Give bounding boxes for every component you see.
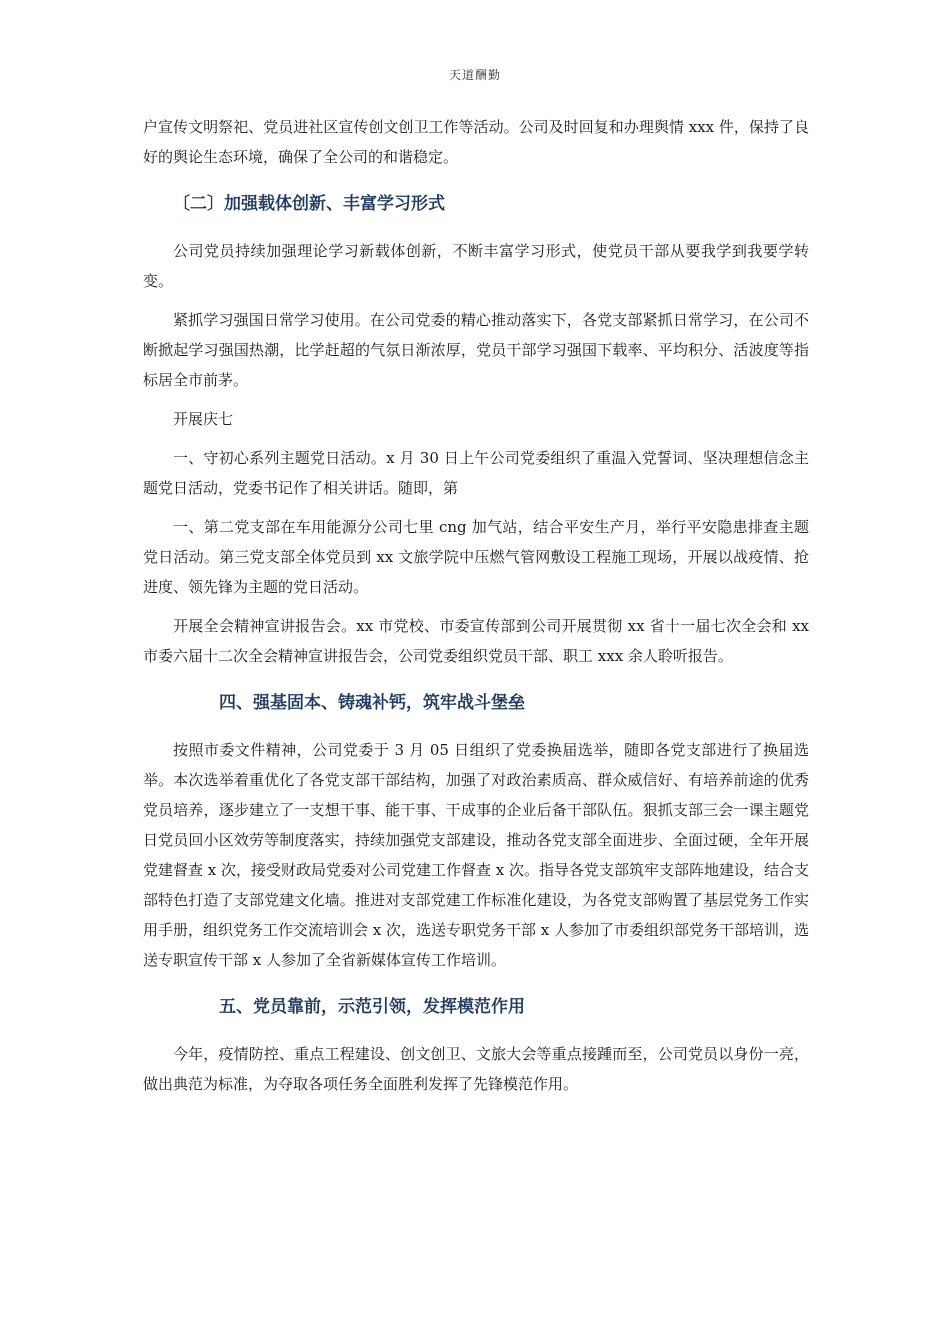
page-header: 天道酬勤 bbox=[448, 68, 501, 82]
paragraph-celebrate: 开展庆七 bbox=[173, 410, 234, 428]
paragraph-branch-building: 按照市委文件精神，公司党委于 3 月 05 日组织了党委换届选举，随即各党支部进行了换届选举。本次选举着重优化了各党支部干部结构，加强了对政治素质高、群众威信好、有培养前途的优秀党员培养，逐步建立了一支想干事、能干事、干成事的企业后备干部队伍。狠抓支部三会一课主题党日党员回小区效劳等制度落实，持续加强党支部建设，推动各党支部全面进步、全面过硬，全年开展党建督查 x 次，接受财政局党委对公司党建工作督查 x 次。指导各党支部筑牢支部阵地建设，结合支部特色打造了支部党建文化墙。推进对支部党建工作标准化建设，为各党支部购置了基层党务工作实用手册，组织党务工作交流培训会 x 次，选送专职党务干部 x 人参加了市委组织部党务干部培训，选送专职宣传干部 x 人参加了全省新媒体宣传工作培训。 bbox=[143, 741, 809, 969]
section-heading-5: 五、党员靠前，示范引领，发挥模范作用 bbox=[219, 997, 525, 1017]
section-heading-4: 四、强基固本、铸魂补钙，筑牢战斗堡垒 bbox=[219, 693, 525, 713]
paragraph-party-day: 一、守初心系列主题党日活动。x 月 30 日上午公司党委组织了重温入党誓词、坚决理想信念主题党日活动，党委书记作了相关讲话。随即，第 bbox=[143, 449, 809, 497]
document-body bbox=[143, 112, 809, 1099]
paragraph-branch-activities: 一、第二党支部在车用能源分公司七里 cng 加气站，结合平安生产月，举行平安隐患排查主题党日活动。第三党支部全体党员到 xx 文旅学院中压燃气管网敷设工程施工现场，开展以战疫情、抢进度、领先锋为主题的党日活动。 bbox=[143, 518, 809, 596]
section-heading-2: 〔二〕加强载体创新、丰富学习形式 bbox=[173, 194, 445, 214]
paragraph-continuation: 户宣传文明祭祀、党员进社区宣传创文创卫工作等活动。公司及时回复和办理舆情 xxx 件，保持了良好的舆论生态环境，确保了全公司的和谐稳定。 bbox=[143, 118, 809, 166]
paragraph-learning-forms: 公司党员持续加强理论学习新载体创新，不断丰富学习形式，使党员干部从要我学到我要学转变。 bbox=[143, 242, 809, 290]
paragraph-plenary-report: 开展全会精神宣讲报告会。xx 市党校、市委宣传部到公司开展贯彻 xx 省十一届七次全会和 xx 市委六届十二次全会精神宣讲报告会，公司党委组织党员干部、职工 xxx 余人聆听报告。 bbox=[143, 617, 809, 665]
paragraph-xuexi-qiangguo: 紧抓学习强国日常学习使用。在公司党委的精心推动落实下，各党支部紧抓日常学习，在公司不断掀起学习强国热潮，比学赶超的气氛日渐浓厚，党员干部学习强国下载率、平均积分、活波度等指标居全市前茅。 bbox=[143, 311, 809, 389]
paragraph-exemplary-role: 今年，疫情防控、重点工程建设、创文创卫、文旅大会等重点接踵而至，公司党员以身份一亮，做出典范为标准，为夺取各项任务全面胜利发挥了先锋模范作用。 bbox=[143, 1045, 809, 1093]
